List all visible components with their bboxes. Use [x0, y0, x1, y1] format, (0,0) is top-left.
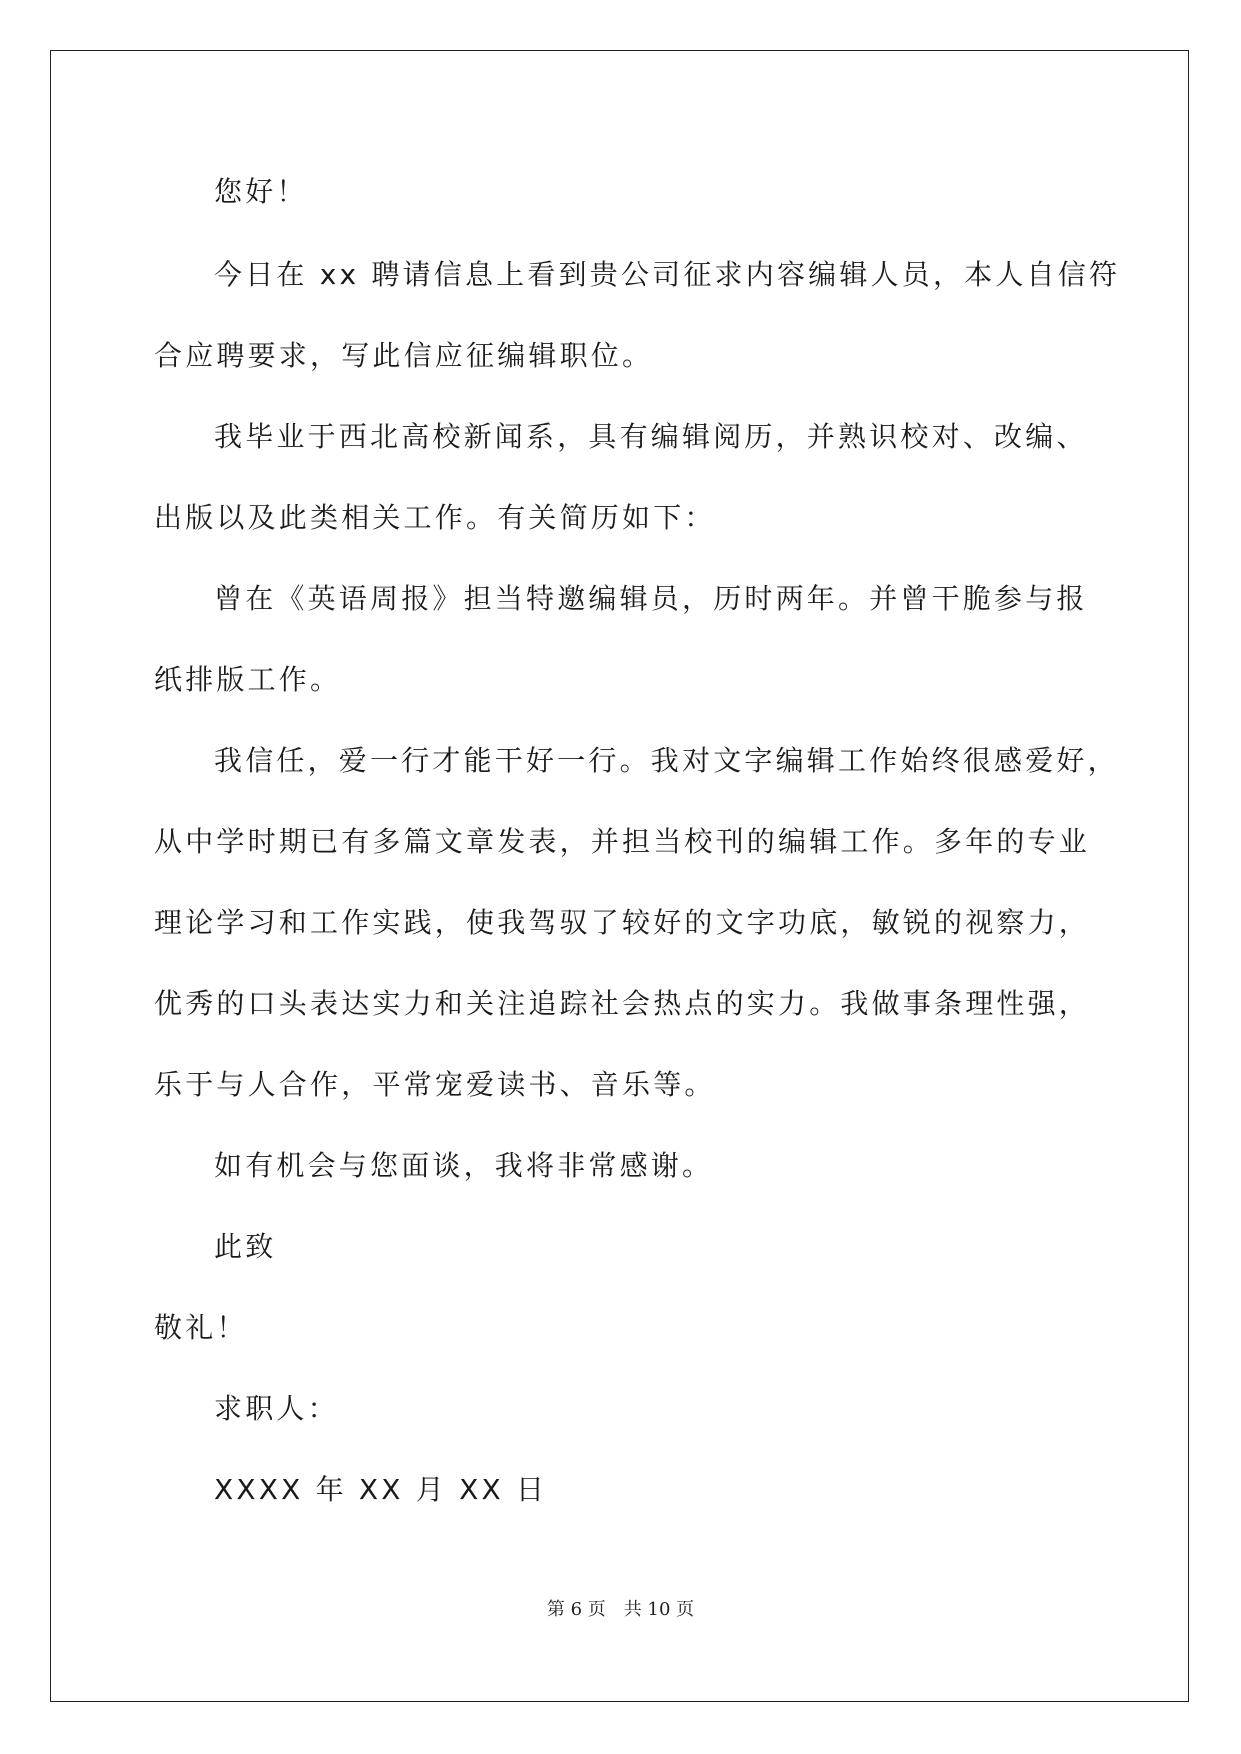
- body-line: 我毕业于西北高校新闻系，具有编辑阅历，并熟识校对、改编、: [214, 420, 1088, 453]
- body-line: 曾在《英语周报》担当特邀编辑员，历时两年。并曾干脆参与报: [214, 582, 1088, 615]
- signature-label: 求职人：: [214, 1392, 339, 1425]
- body-line: 理论学习和工作实践，使我驾驭了较好的文字功底，敏锐的视察力，: [154, 906, 1091, 939]
- body-line: 出版以及此类相关工作。有关简历如下：: [154, 501, 716, 534]
- page-footer: [0, 1598, 1241, 1622]
- page-number: 第 6 页: [546, 1599, 606, 1620]
- body-line: 今日在 xx 聘请信息上看到贵公司征求内容编辑人员，本人自信符: [214, 258, 1121, 291]
- body-line: 我信任，爱一行才能干好一行。我对文字编辑工作始终很感爱好，: [214, 744, 1119, 777]
- body-line: 乐于与人合作，平常宠爱读书、音乐等。: [154, 1068, 716, 1101]
- body-line: 纸排版工作。: [154, 663, 342, 696]
- closing: 此致: [214, 1230, 277, 1263]
- page-border: [50, 50, 1189, 1702]
- page-total: 共 10 页: [623, 1599, 695, 1620]
- body-line: 如有机会与您面谈，我将非常感谢。: [214, 1149, 714, 1182]
- body-line: 从中学时期已有多篇文章发表，并担当校刊的编辑工作。多年的专业: [154, 825, 1091, 858]
- salute: 敬礼！: [154, 1311, 248, 1344]
- greeting: 您好！: [214, 175, 308, 208]
- body-line: 优秀的口头表达实力和关注追踪社会热点的实力。我做事条理性强，: [154, 987, 1091, 1020]
- letter-date: XXXX 年 XX 月 XX 日: [214, 1473, 548, 1506]
- body-line: 合应聘要求，写此信应征编辑职位。: [154, 339, 654, 372]
